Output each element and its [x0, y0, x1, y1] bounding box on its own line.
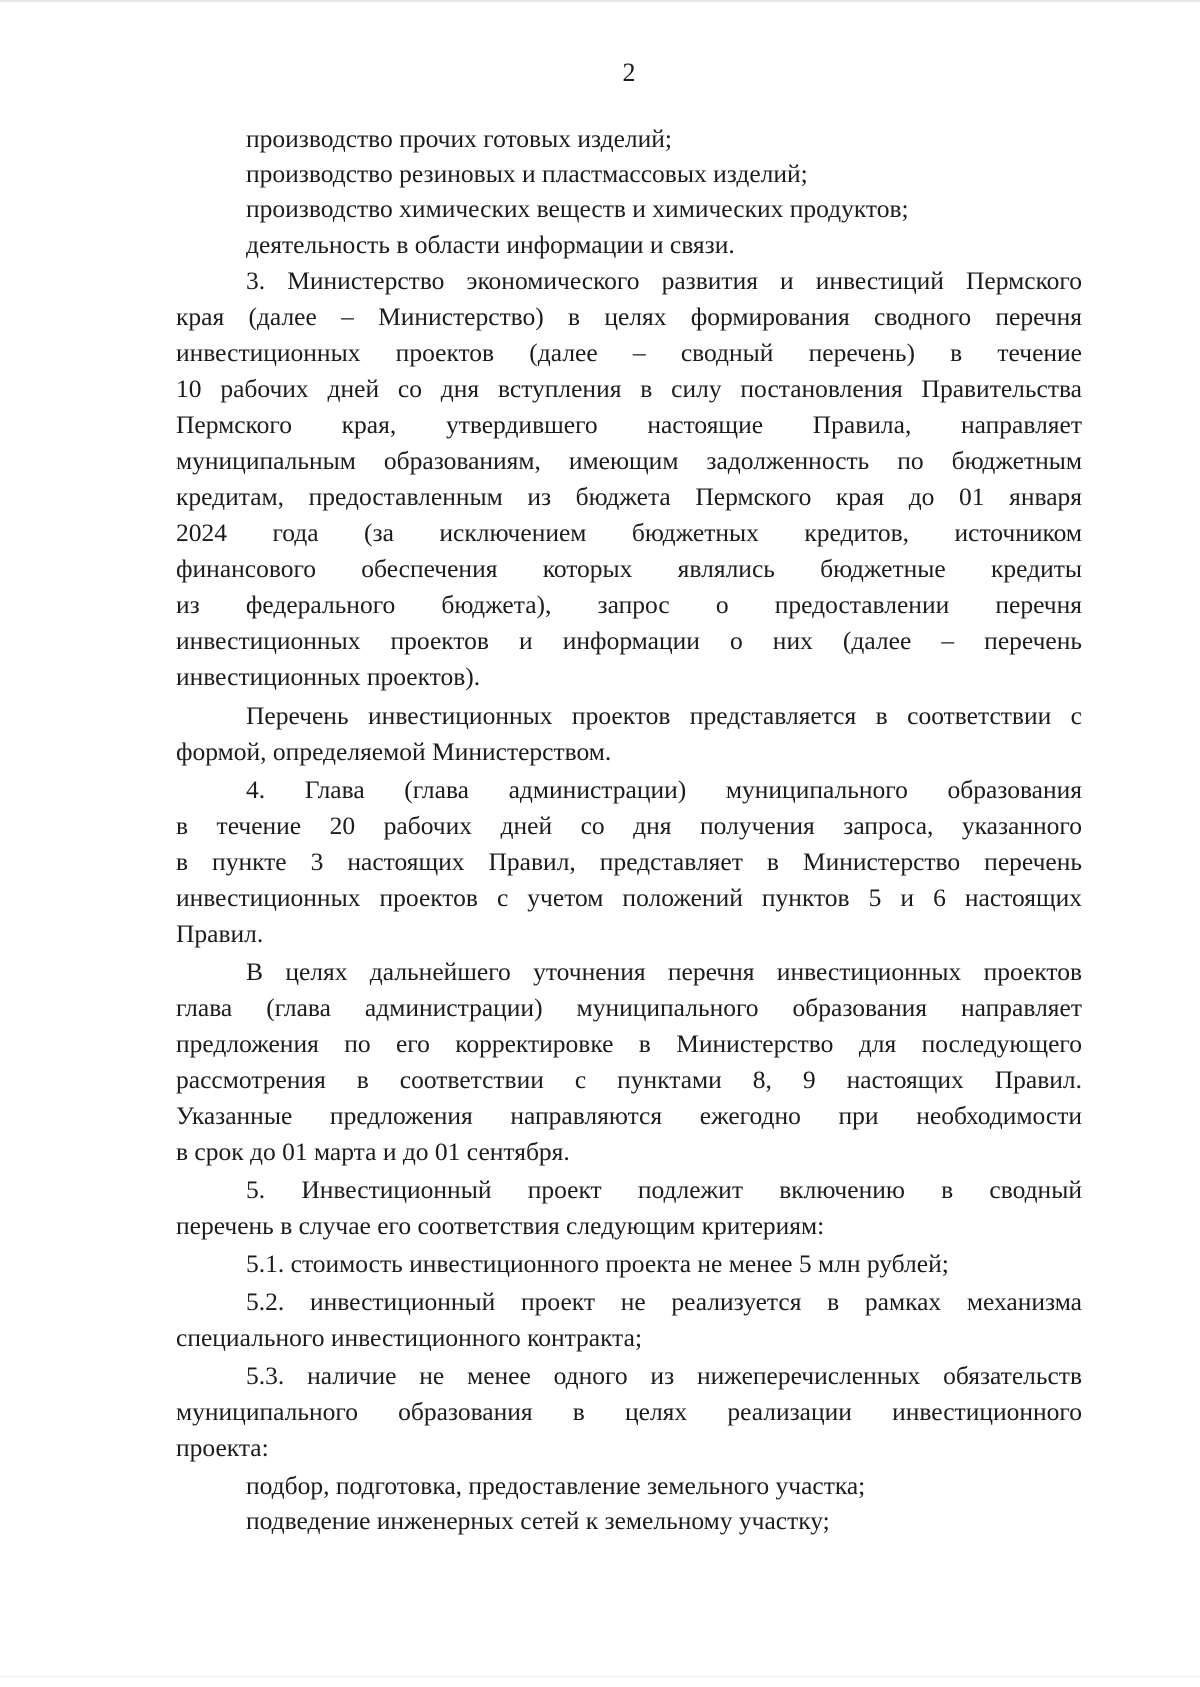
- paragraph-line: Правил.: [176, 919, 264, 948]
- paragraph-line: из федерального бюджета), запрос о предоставлении перечня: [176, 590, 1082, 619]
- paragraph-line: Пермского края, утвердившего настоящие Правила, направляет: [176, 410, 1082, 439]
- list-item: подведение инженерных сетей к земельному участку;: [246, 1506, 830, 1535]
- page-number: 2: [622, 58, 636, 87]
- paragraph-line: инвестиционных проектов с учетом положений пунктов 5 и 6 настоящих: [176, 883, 1082, 912]
- paragraph-line: в течение 20 рабочих дней со дня получения запроса, указанного: [176, 811, 1082, 840]
- paragraph-line: рассмотрения в соответствии с пунктами 8, 9 настоящих Правил.: [176, 1065, 1082, 1094]
- list-item: 5.1. стоимость инвестиционного проекта не менее 5 млн рублей;: [246, 1249, 949, 1278]
- list-item: производство прочих готовых изделий;: [246, 124, 673, 153]
- paragraph-line: кредитам, предоставленным из бюджета Пермского края до 01 января: [176, 482, 1082, 511]
- paragraph-line: в срок до 01 марта и до 01 сентября.: [176, 1137, 570, 1166]
- list-item: 5.2. инвестиционный проект не реализуется в рамках механизма: [246, 1287, 1082, 1316]
- paragraph-line: предложения по его корректировке в Министерство для последующего: [176, 1029, 1082, 1058]
- paragraph-line: муниципальным образованиям, имеющим задолженность по бюджетным: [176, 446, 1082, 475]
- paragraph-line: в пункте 3 настоящих Правил, представляет в Министерство перечень: [176, 847, 1082, 876]
- paragraph-line: Указанные предложения направляются ежегодно при необходимости: [176, 1101, 1082, 1130]
- paragraph-line: специального инвестиционного контракта;: [176, 1323, 643, 1352]
- list-item: производство резиновых и пластмассовых изделий;: [246, 159, 808, 188]
- paragraph-line: В целях дальнейшего уточнения перечня инвестиционных проектов: [246, 957, 1082, 986]
- list-item: деятельность в области информации и связи.: [246, 230, 735, 259]
- paragraph-line: муниципального образования в целях реализации инвестиционного: [176, 1397, 1082, 1426]
- paragraph-line: 3. Министерство экономического развития и инвестиций Пермского: [246, 266, 1082, 295]
- list-item: 5.3. наличие не менее одного из нижеперечисленных обязательств: [246, 1361, 1082, 1390]
- paragraph-line: инвестиционных проектов).: [176, 662, 481, 691]
- paragraph-line: 5. Инвестиционный проект подлежит включению в сводный: [246, 1175, 1082, 1204]
- paragraph-line: инвестиционных проектов и информации о них (далее – перечень: [176, 626, 1082, 655]
- list-item: производство химических веществ и химических продуктов;: [246, 194, 909, 223]
- paragraph-line: 10 рабочих дней со дня вступления в силу постановления Правительства: [176, 374, 1082, 403]
- paragraph-line: глава (глава администрации) муниципального образования направляет: [176, 993, 1082, 1022]
- paragraph-line: 2024 года (за исключением бюджетных кредитов, источником: [176, 518, 1082, 547]
- list-item: подбор, подготовка, предоставление земельного участка;: [246, 1471, 866, 1500]
- paragraph-line: финансового обеспечения которых являлись бюджетные кредиты: [176, 554, 1082, 583]
- paragraph-line: края (далее – Министерство) в целях формирования сводного перечня: [176, 302, 1082, 331]
- paragraph-line: проекта:: [176, 1433, 269, 1462]
- paragraph-line: 4. Глава (глава администрации) муниципального образования: [246, 775, 1082, 804]
- scan-bottom-edge: [0, 1676, 1200, 1677]
- paragraph-line: инвестиционных проектов (далее – сводный перечень) в течение: [176, 338, 1082, 367]
- paragraph-line: формой, определяемой Министерством.: [176, 737, 612, 766]
- scan-top-edge: [0, 0, 1200, 2]
- paragraph-line: Перечень инвестиционных проектов представляется в соответствии с: [246, 701, 1082, 730]
- paragraph-line: перечень в случае его соответствия следующим критериям:: [176, 1211, 825, 1240]
